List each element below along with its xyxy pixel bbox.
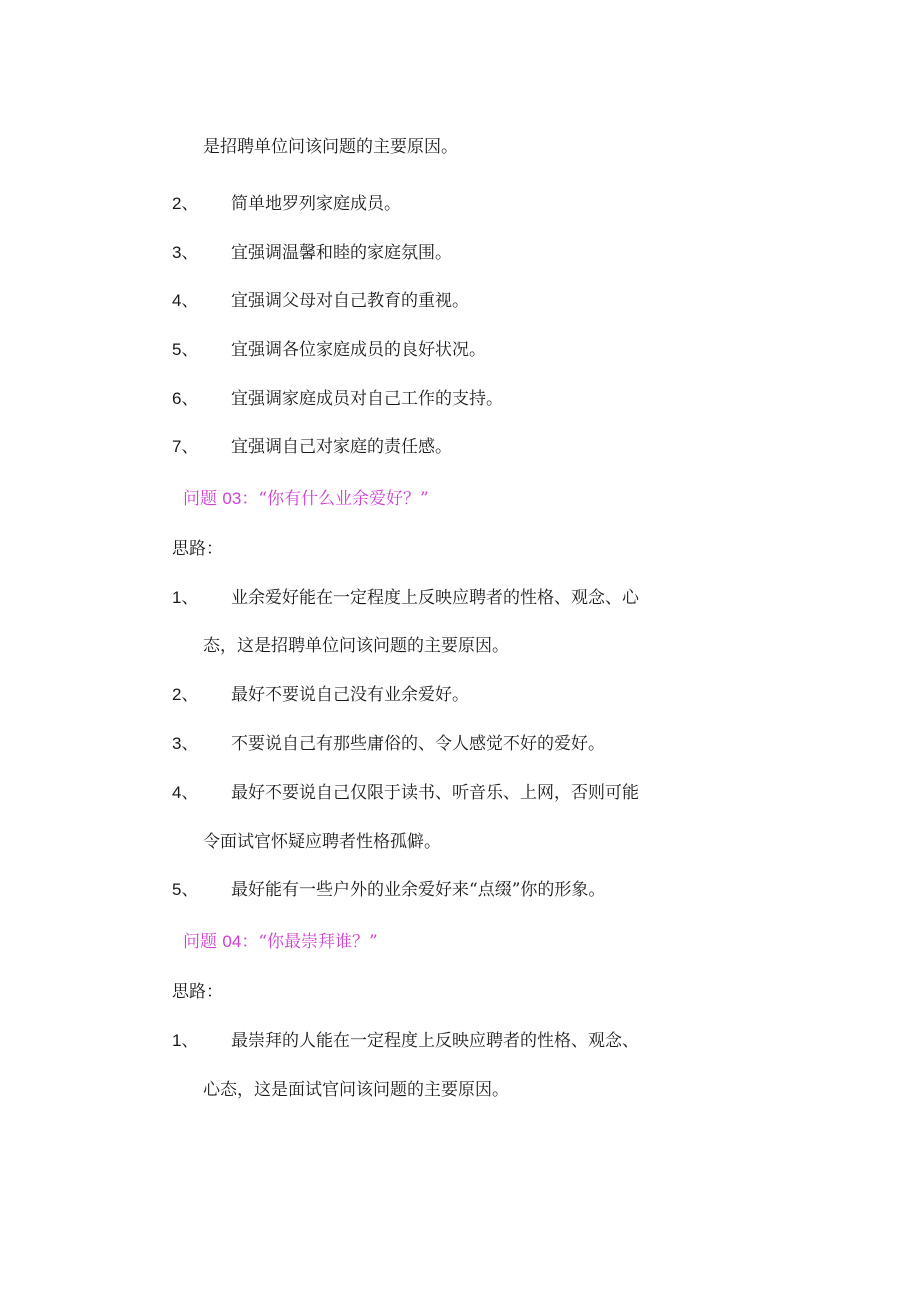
item-text: 最好能有一些户外的业余爱好来“点缀”你的形象。 — [231, 880, 606, 900]
item-number: 2、 — [172, 685, 199, 704]
item-number: 3、 — [172, 243, 199, 262]
item-number: 1、 — [172, 588, 199, 607]
item-text: 业余爱好能在一定程度上反映应聘者的性格、观念、心 — [231, 588, 639, 608]
thought-label: 思路： — [172, 982, 223, 1002]
heading-question: “你有什么业余爱好？” — [258, 489, 429, 509]
question-heading-03 — [183, 488, 429, 510]
item-number: 3、 — [172, 734, 199, 753]
item-text: 宜强调家庭成员对自己工作的支持。 — [231, 389, 503, 409]
question-heading-04 — [183, 931, 378, 953]
item-number: 2、 — [172, 194, 199, 213]
item-continuation: 心态，这是面试官问该问题的主要原因。 — [203, 1080, 509, 1100]
heading-prefix: 问题 — [183, 932, 223, 952]
item-number: 5、 — [172, 340, 199, 359]
thought-label: 思路： — [172, 539, 223, 559]
heading-question: “你最崇拜谁？” — [258, 932, 378, 952]
item-text: 最好不要说自己仅限于读书、听音乐、上网，否则可能 — [231, 783, 639, 803]
item-number: 7、 — [172, 437, 199, 456]
item-text: 不要说自己有那些庸俗的、令人感觉不好的爱好。 — [231, 734, 605, 754]
item-number: 5、 — [172, 880, 199, 899]
item-text: 最崇拜的人能在一定程度上反映应聘者的性格、观念、 — [231, 1031, 639, 1051]
item-text: 宜强调温馨和睦的家庭氛围。 — [231, 243, 452, 263]
item-text: 宜强调各位家庭成员的良好状况。 — [231, 340, 486, 360]
item-text: 宜强调父母对自己教育的重视。 — [231, 291, 469, 311]
item-number: 4、 — [172, 291, 199, 310]
heading-number: 03： — [222, 489, 259, 508]
item-continuation: 令面试官怀疑应聘者性格孤僻。 — [203, 832, 441, 852]
item-number: 4、 — [172, 783, 199, 802]
item-text: 最好不要说自己没有业余爱好。 — [231, 685, 469, 705]
item-text: 简单地罗列家庭成员。 — [231, 194, 401, 214]
intro-continuation: 是招聘单位问该问题的主要原因。 — [203, 137, 458, 157]
item-continuation: 态，这是招聘单位问该问题的主要原因。 — [203, 636, 509, 656]
item-number: 6、 — [172, 389, 199, 408]
heading-prefix: 问题 — [183, 489, 223, 509]
heading-number: 04： — [222, 932, 259, 951]
item-text: 宜强调自己对家庭的责任感。 — [231, 437, 452, 457]
item-number: 1、 — [172, 1031, 199, 1050]
